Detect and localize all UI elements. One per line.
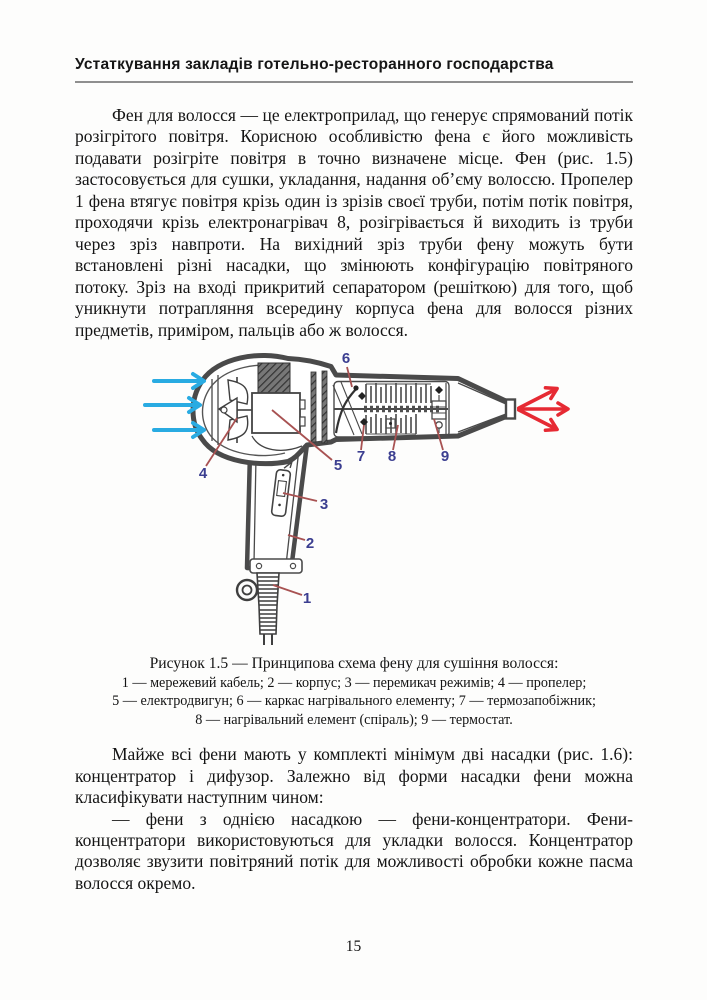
intake-arrow-bottom: [154, 423, 204, 437]
figure-label-2: 2: [305, 534, 315, 552]
power-cord: [237, 573, 279, 645]
paragraph-nozzles: Майже всі фени мають у комплекті мінімум дві насадки (рис. 1.6): концентратор і дифузор. Залежно від форми насадки фени можна класифікувати наступним чином:: [75, 744, 633, 808]
intake-arrow-top: [154, 374, 204, 388]
figure-label-9: 9: [440, 447, 450, 465]
figure-label-7: 7: [356, 447, 366, 465]
figure-caption-title: Рисунок 1.5 — Принципова схема фену для сушіння волосся:: [149, 654, 559, 672]
figure-label-6: 6: [341, 349, 351, 367]
figure-hairdryer-diagram: [0, 343, 707, 651]
paragraph-hairdryer-intro: Фен для волосся — це електроприлад, що генерує спрямований потік розігрітого повітря. Корисною особливістю фена є його можливість подавати розігріте повітря в точно визначене місце. Фен (рис. 1.5) застосовується для сушки, укладання, надання об’єму волоссю. Пропелер 1 фена втягує повітря крізь один із зрізів своєї труби, потім потік повітря, проходячи крізь електронагрівач 8, розігрівається й виходить із труби через зріз навпроти. На вихідний зріз труби фену можуть бути встановлені різні насадки, що змінюють конфігурацію повітряного потоку. Зріз на вході прикритий сепаратором (решіткою) для того, щоб уникнути потрапляння всередину корпуса фена для волосся різних предметів, приміром, пальців або ж волосся.: [75, 105, 633, 340]
hairdryer-cross-section-drawing: [140, 343, 580, 651]
intake-arrow-middle: [145, 398, 200, 412]
figure-legend-line-2: 5 — електродвигун; 6 — каркас нагрівального елементу; 7 — термозапобіжник;: [112, 693, 596, 710]
figure-legend-line-1: 1 — мережевий кабель; 2 — корпус; 3 — перемикач режимів; 4 — пропелер;: [121, 674, 587, 691]
figure-label-4: 4: [198, 464, 208, 482]
figure-label-3: 3: [319, 495, 329, 513]
outflow-arrows: [516, 383, 568, 435]
upper-duct-block: [258, 363, 290, 397]
figure-label-1: 1: [302, 589, 312, 607]
figure-caption: [75, 654, 633, 729]
figure-legend-line-3: 8 — нагрівальний елемент (спіраль); 9 — термостат.: [195, 711, 513, 728]
page-number: 15: [345, 938, 362, 955]
figure-label-5: 5: [333, 456, 343, 474]
running-header: Устаткування закладів готельно-ресторанного господарства: [75, 56, 554, 73]
paragraph-concentrators: — фени з однією насадкою — фени-концентратори. Фени-концентратори використовуються для укладки волосся. Концентратор дозволяє звузити повітряний потік для можливості обробки кожне пасма волосся окремо.: [75, 808, 633, 893]
header-rule: [75, 81, 633, 83]
figure-label-8: 8: [387, 447, 397, 465]
